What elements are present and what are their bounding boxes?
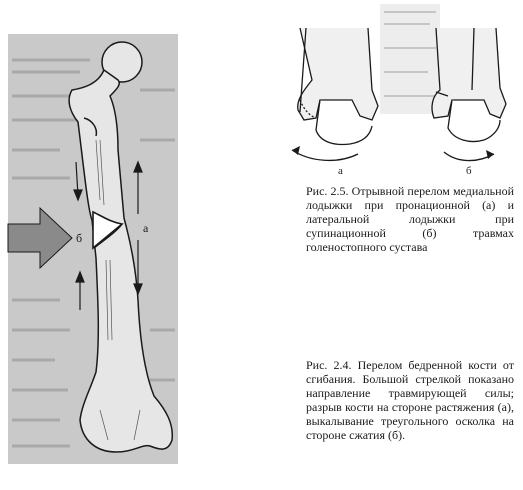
- ankle-panel-a: [298, 28, 378, 144]
- figure-2-4-caption: Рис. 2.4. Перелом бедренной кости от сгибания. Большой стрелкой показано направление травмирующей силы; разрыв кости на стороне растяжения (а), выкалывание треугольного осколка на стороне сжатия (б).: [306, 358, 514, 442]
- ankle-panel-b: [432, 28, 506, 142]
- label-b-ankle: б: [466, 165, 472, 177]
- label-a-ankle: а: [338, 165, 343, 177]
- figure-2-5-caption: Рис. 2.5. Отрывной перелом медиальной лодыжки при пронационной (а) и латеральной лодыжки при супинационной (б) травмах голеностопного сустава: [306, 184, 514, 254]
- label-a: а: [143, 221, 149, 235]
- figure-2-5-ankle-illustration: [282, 0, 523, 180]
- figure-2-4-femur-illustration: [0, 30, 290, 490]
- scan-background: [380, 4, 440, 114]
- label-b: б: [76, 231, 83, 245]
- rotation-arrow-b-icon: [444, 152, 494, 161]
- rotation-arrow-a-icon: [292, 150, 358, 160]
